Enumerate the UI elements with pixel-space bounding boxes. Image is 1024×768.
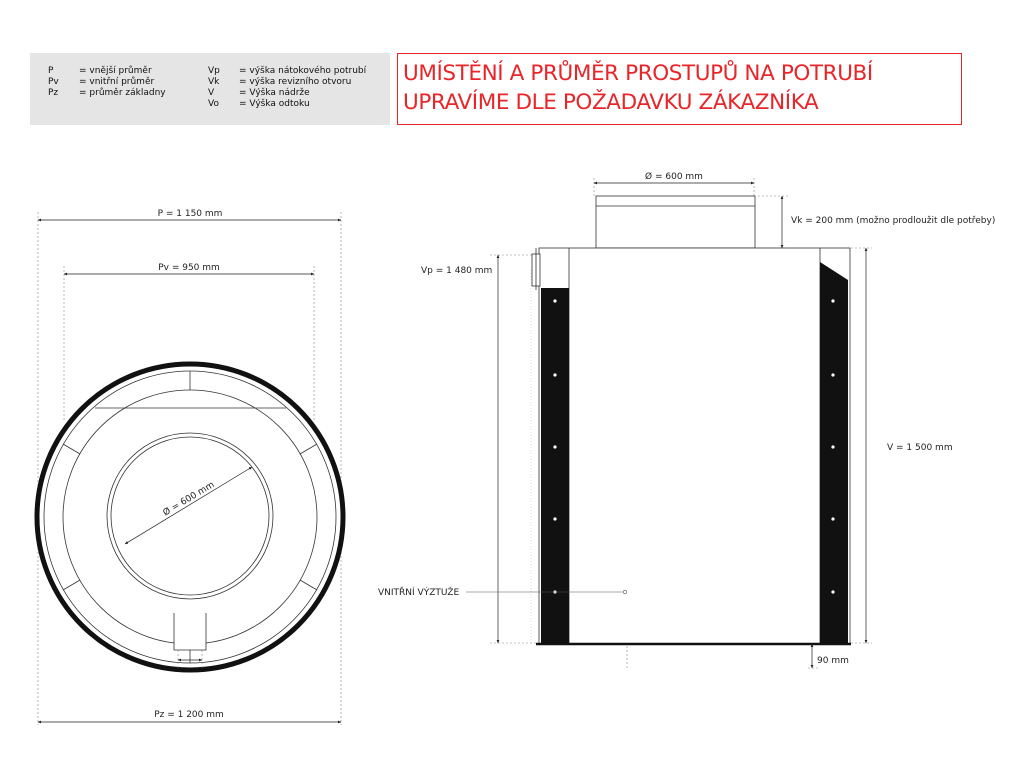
legend-description: = Výška nádrže — [239, 88, 310, 98]
shaft-diameter-label: Ø = 600 mm — [645, 172, 703, 182]
outer-diameter-label: P = 1 150 mm — [157, 209, 223, 219]
left-wall — [541, 288, 569, 643]
opening-outer-circle — [107, 433, 273, 599]
shaft-height-label: Vk = 200 mm (možno prodloužit dle potřeby) — [791, 216, 996, 226]
legend-description: = výška revizního otvoru — [239, 77, 352, 87]
opening-inner-circle — [111, 437, 269, 595]
legend-code: P — [48, 66, 54, 76]
side-view — [378, 171, 995, 668]
legend-code: Vk — [208, 77, 220, 87]
inspection-shaft — [596, 196, 755, 248]
inner-wall-circle — [63, 390, 317, 644]
legend-description: = Výška odtoku — [239, 99, 310, 109]
legend-code: V — [208, 88, 215, 98]
top-view — [37, 209, 343, 725]
base-diameter-label: Pz = 1 200 mm — [154, 710, 224, 720]
legend-code: Vp — [208, 66, 220, 76]
legend-description: = vnitřní průměr — [79, 77, 155, 87]
inner-diameter-label: Pv = 950 mm — [158, 263, 220, 273]
legend-description: = výška nátokového potrubí — [239, 66, 367, 76]
inlet-height-label: Vp = 1 480 mm — [421, 266, 493, 276]
base-height-label: 90 mm — [817, 656, 849, 666]
opening-diameter-label: Ø = 600 mm — [161, 480, 217, 519]
legend-code: Pv — [48, 77, 59, 87]
notice-line-1: UMÍSTĚNÍ A PRŮMĚR PROSTUPŮ NA POTRUBÍ — [403, 61, 873, 86]
notice-line-2: UPRAVÍME DLE POŽADAVKU ZÁKAZNÍKA — [403, 90, 819, 115]
legend-code: Vo — [208, 99, 219, 109]
legend-description: = vnější průměr — [79, 66, 152, 76]
reinforcement-label: VNITŘNÍ VÝZTUŽE — [378, 588, 460, 598]
legend-code: Pz — [48, 88, 59, 98]
tank-height-label: V = 1 500 mm — [887, 443, 953, 453]
legend-description: = průměr základny — [79, 88, 166, 98]
right-wall — [820, 262, 848, 643]
tank-body — [539, 248, 850, 644]
